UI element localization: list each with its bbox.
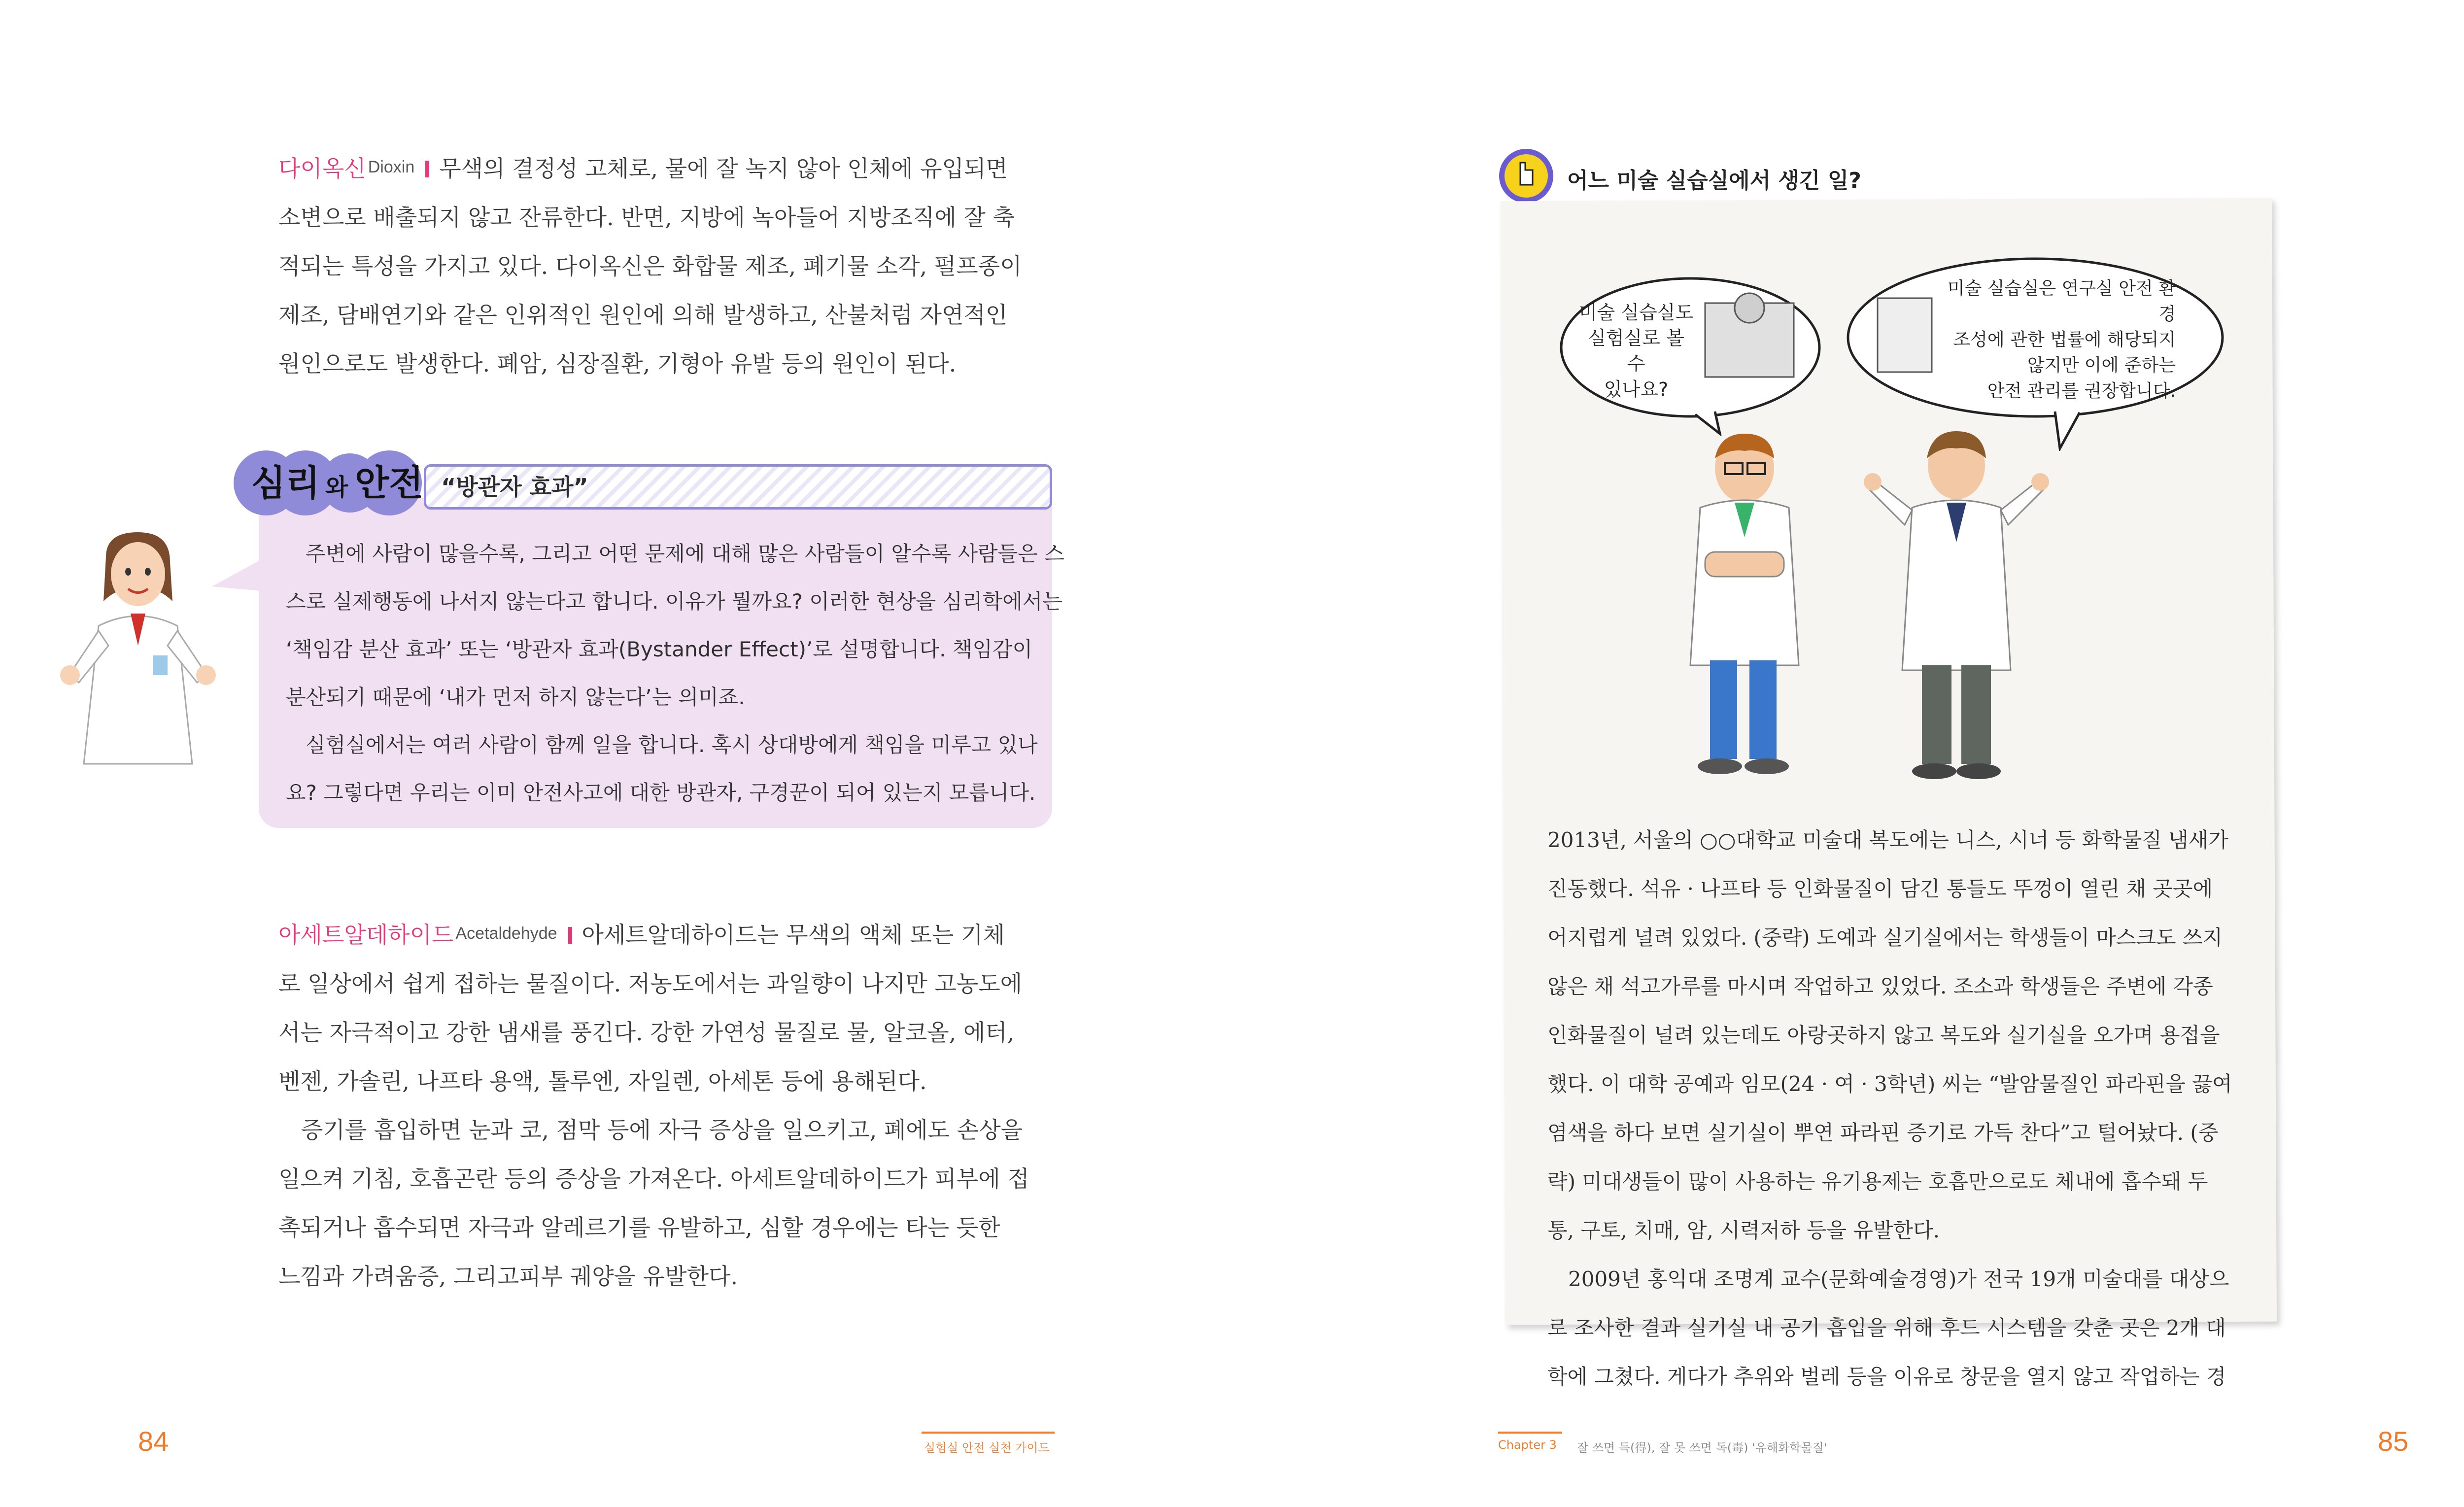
dioxin-paragraph <box>278 143 1057 388</box>
dioxin-line-1: 다이옥신 Dioxin 무색의 결정성 고체로, 물에 잘 녹지 않아 인체에 유입되면 <box>278 155 1008 182</box>
acetaldehyde-line-1: 아세트알데하이드 Acetaldehyde 아세트알데하이드는 무색의 액체 또는 기체 <box>278 922 1005 948</box>
story-line-7: 염색을 하다 보면 실기실이 뿌연 파라핀 증기로 가득 찬다”고 털어놨다. (중 <box>1547 1121 2219 1145</box>
psych-line-6: 요? 그렇다면 우리는 이미 안전사고에 대한 방관자, 구경꾼이 되어 있는지 모릅니다. <box>286 781 1036 805</box>
bubble-right-line-1: 미술 실습실은 연구실 안전 환경 <box>1947 278 2176 324</box>
story-line-4: 않은 채 석고가루를 마시며 작업하고 있었다. 조소과 학생들은 주변에 각종 <box>1547 974 2213 998</box>
story-line-2: 진동했다. 석유 · 나프타 등 인화물질이 담긴 통들도 뚜껑이 열린 채 곳곳에 <box>1547 877 2213 901</box>
story-line-3: 어지럽게 널려 있었다. (중략) 도예과 실기실에서는 학생들이 마스크도 쓰지 <box>1547 925 2223 950</box>
psych-title: “방관자 효과” <box>441 474 588 500</box>
acetaldehyde-line-3: 서는 자극적이고 강한 냄새를 풍긴다. 강한 가연성 물질로 물, 알코올, 에터, <box>278 1019 1015 1046</box>
dioxin-line-4: 제조, 담배연기와 같은 인위적인 원인에 의해 발생하고, 산불처럼 자연적인 <box>278 302 1008 328</box>
acetaldehyde-line-7: 촉되거나 흡수되면 자극과 알레르기를 유발하고, 심할 경우에는 타는 듯한 <box>278 1214 1000 1241</box>
dioxin-term-en: Dioxin <box>368 158 415 176</box>
story-body <box>1547 816 2247 1401</box>
bubble-left-line-3: 있나요? <box>1604 378 1669 400</box>
psych-line-5: 실험실에서는 여러 사람이 함께 일을 합니다. 혹시 상대방에게 책임을 미루고 있나 <box>306 733 1038 757</box>
page-number-left: 84 <box>138 1426 169 1457</box>
footer-rule-left <box>922 1432 1055 1434</box>
badge-text-2: 와 <box>325 474 348 501</box>
bubble-right-line-2: 조성에 관한 법률에 해당되지 <box>1953 330 2176 350</box>
footer-chapter-title: 잘 쓰면 득(得), 잘 못 쓰면 독(毒) '유해화학물질' <box>1577 1441 1827 1455</box>
bubble-right-line-3: 않지만 이에 준하는 <box>2027 355 2176 376</box>
lightbulb-icon <box>1498 148 1555 205</box>
story-line-5: 인화물질이 널려 있는데도 아랑곳하지 않고 복도와 실기실을 오가며 용접을 <box>1547 1023 2220 1047</box>
bubble-left-line-2: 실험실로 볼 수 <box>1588 327 1684 375</box>
psych-line-2: 스로 실제행동에 나서지 않는다고 합니다. 이유가 뭘까요? 이러한 현상을 심리학에서는 <box>286 589 1062 614</box>
dioxin-line-3: 적되는 특성을 가지고 있다. 다이옥신은 화합물 제조, 폐기물 소각, 펄프종이 <box>278 253 1022 279</box>
term-divider <box>568 927 572 944</box>
badge-text-3: 안전 <box>355 462 424 504</box>
story-line-6: 했다. 이 대학 공예과 임모(24 · 여 · 3학년) 씨는 “발암물질인 파라핀을 끓여 <box>1547 1072 2232 1096</box>
bubble-right-text <box>1934 276 2176 404</box>
bubble-left-text <box>1577 300 1695 402</box>
story-line-9: 통, 구토, 치매, 암, 시력저하 등을 유발한다. <box>1547 1218 1940 1242</box>
term-divider <box>425 161 429 177</box>
story-title: 어느 미술 실습실에서 생긴 일? <box>1567 168 1861 193</box>
acetaldehyde-term: 아세트알데하이드 <box>278 922 454 948</box>
scientist-woman-illustration <box>59 527 222 774</box>
two-scientists-illustration <box>1651 424 2094 788</box>
dioxin-line-2: 소변으로 배출되지 않고 잔류한다. 반면, 지방에 녹아들어 지방조직에 잘 축 <box>278 204 1015 231</box>
acetaldehyde-line-2: 로 일상에서 쉽게 접하는 물질이다. 저농도에서는 과일향이 나지만 고농도에 <box>278 970 1023 997</box>
psych-body <box>286 530 1064 817</box>
acetaldehyde-paragraph <box>278 909 1057 1301</box>
dioxin-line-5: 원인으로도 발생한다. 폐암, 심장질환, 기형아 유발 등의 원인이 된다. <box>278 350 957 377</box>
acetaldehyde-line-6: 일으켜 기침, 호흡곤란 등의 증상을 가져온다. 아세트알데하이드가 피부에 접 <box>278 1165 1029 1192</box>
psych-safety-badge <box>232 446 424 520</box>
bubble-right-line-4: 안전 관리를 권장합니다. <box>1987 381 2176 401</box>
footer-book-title: 실험실 안전 실천 가이드 <box>924 1441 1050 1455</box>
footer-chapter: Chapter 3 <box>1498 1438 1557 1452</box>
bubble-left-line-1: 미술 실습실도 <box>1578 302 1694 323</box>
story-line-11: 로 조사한 결과 실기실 내 공기 흡입을 위해 후드 시스템을 갖춘 곳은 2개 대 <box>1547 1316 2226 1340</box>
acetaldehyde-line-4: 벤젠, 가솔린, 나프타 용액, 톨루엔, 자일렌, 아세톤 등에 용해된다. <box>278 1068 927 1095</box>
footer-rule-right <box>1498 1432 1562 1434</box>
story-line-8: 략) 미대생들이 많이 사용하는 유기용제는 호흡만으로도 체내에 흡수돼 두 <box>1547 1169 2208 1194</box>
acetaldehyde-term-en: Acetaldehyde <box>455 924 557 943</box>
story-line-10: 2009년 홍익대 조명계 교수(문화예술경영)가 전국 19개 미술대를 대상으 <box>1568 1267 2229 1291</box>
story-line-12: 학에 그쳤다. 게다가 추위와 벌레 등을 이유로 창문을 열지 않고 작업하는 경 <box>1547 1365 2226 1389</box>
psych-line-3: ‘책임감 분산 효과’ 또는 ‘방관자 효과(Bystander Effect)’로 설명합니다. 책임감이 <box>286 637 1033 661</box>
story-line-1: 2013년, 서울의 ○○대학교 미술대 복도에는 니스, 시너 등 화학물질 냄새가 <box>1547 828 2228 852</box>
psych-line-4: 분산되기 때문에 ‘내가 먼저 하지 않는다’는 의미죠. <box>286 685 745 709</box>
acetaldehyde-line-5: 증기를 흡입하면 눈과 코, 점막 등에 자극 증상을 일으키고, 폐에도 손상을 <box>301 1117 1023 1143</box>
page-number-right: 85 <box>2378 1426 2409 1457</box>
badge-text-1: 심리 <box>251 462 320 504</box>
psych-line-1: 주변에 사람이 많을수록, 그리고 어떤 문제에 대해 많은 사람들이 알수록 사람들은 스 <box>306 542 1064 566</box>
dioxin-term: 다이옥신 <box>278 155 366 182</box>
acetaldehyde-line-8: 느낌과 가려움증, 그리고피부 궤양을 유발한다. <box>278 1263 738 1290</box>
